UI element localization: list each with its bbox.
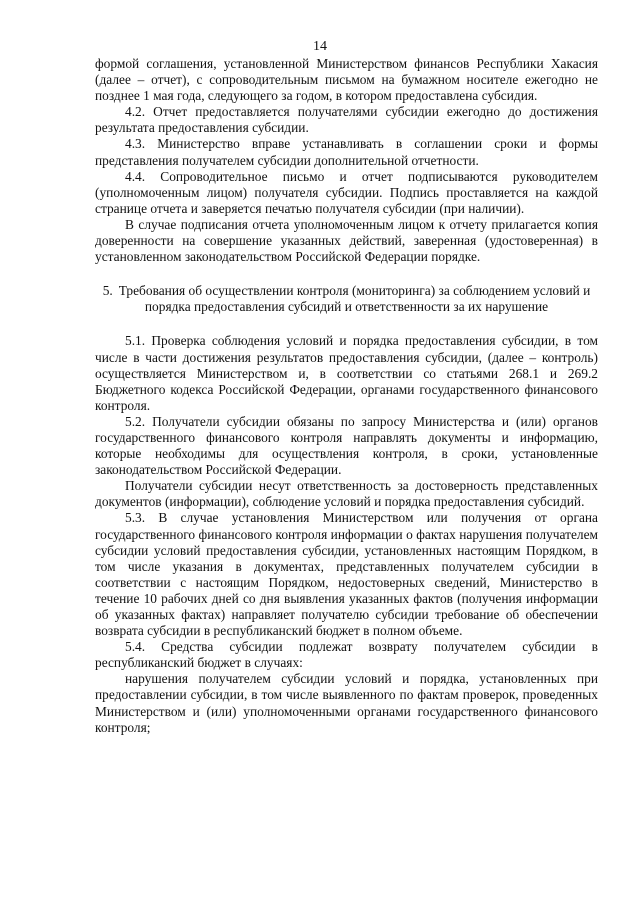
paragraph-4-3: 4.3. Министерство вправе устанавливать в соглашении сроки и формы представления получателем субсидии дополнительной отчетности. [95,136,598,168]
section-number: 5. [102,283,113,299]
paragraph-4-4-attorney: В случае подписания отчета уполномоченным лицом к отчету прилагается копия доверенности на совершение указанных действий, заверенная (удостоверенная) в установленном законодательством Российской Федерации порядке. [95,216,598,265]
paragraph-4-2: 4.2. Отчет предоставляется получателями субсидии ежегодно до достижения результата предоставления субсидии. [95,104,598,136]
paragraph-5-2-liability: Получатели субсидии несут ответственность за достоверность представленных документов (информации), соблюдение условий и порядка предоставления субсидий. [95,478,598,510]
paragraph-5-1: 5.1. Проверка соблюдения условий и порядка предоставления субсидии, в том числе в части достижения результатов предоставления субсидии, (далее – контроль) осуществляется Министерством и, в соответствии со статьями 268.1 и 269.2 Бюджетного кодекса Российской Федерации, органами государственного финансового контроля. [95,333,598,413]
paragraph-continuation: формой соглашения, установленной Министерством финансов Республики Хакасия (далее – отчет), с сопроводительным письмом на бумажном носителе ежегодно не позднее 1 мая года, следующего за годом, в котором предоставлена субсидия. [95,56,598,104]
paragraph-5-4: 5.4. Средства субсидии подлежат возврату получателем субсидии в республиканский бюджет в случаях: [95,639,598,671]
paragraph-5-2: 5.2. Получатели субсидии обязаны по запросу Министерства и (или) органов государственного финансового контроля направлять документы и информацию, которые необходимы для осуществления контроля, в сроки, установленные законодательством Российской Федерации. [95,413,598,478]
section-title: Требования об осуществлении контроля (мониторинга) за соблюдением условий и порядка предоставления субсидий и ответственности за их нарушение [118,283,591,315]
paragraph-5-3: 5.3. В случае установления Министерством или получения от органа государственного финансового контроля информации о фактах нарушения получателем субсидии условий предоставления субсидии, установленных настоящим Порядком, в том числе указания в документах, представленных получателем субсидии в соответствии с настоящим Порядком, недостоверных сведений, Министерство в течение 10 рабочих дней со дня выявления указанных фактов (получения информации об указанных фактах) направляет получателю субсидии требование об обеспечении возврата субсидии в республиканский бюджет в полном объеме. [95,510,598,639]
paragraph-4-4: 4.4. Сопроводительное письмо и отчет подписываются руководителем (уполномоченным лицом) получателя субсидии. Подпись проставляется на каждой странице отчета и заверяется печатью получателя субсидии (при наличии). [95,168,598,216]
paragraph-5-4-case: нарушения получателем субсидии условий и порядка, установленных при предоставлении субсидии, в том числе выявленного по фактам проверок, проведенных Министерством и (или) уполномоченными органами государственного финансового контроля; [95,671,598,735]
section-heading [95,283,598,315]
page-number: 14 [313,39,327,54]
document-body [95,56,598,736]
